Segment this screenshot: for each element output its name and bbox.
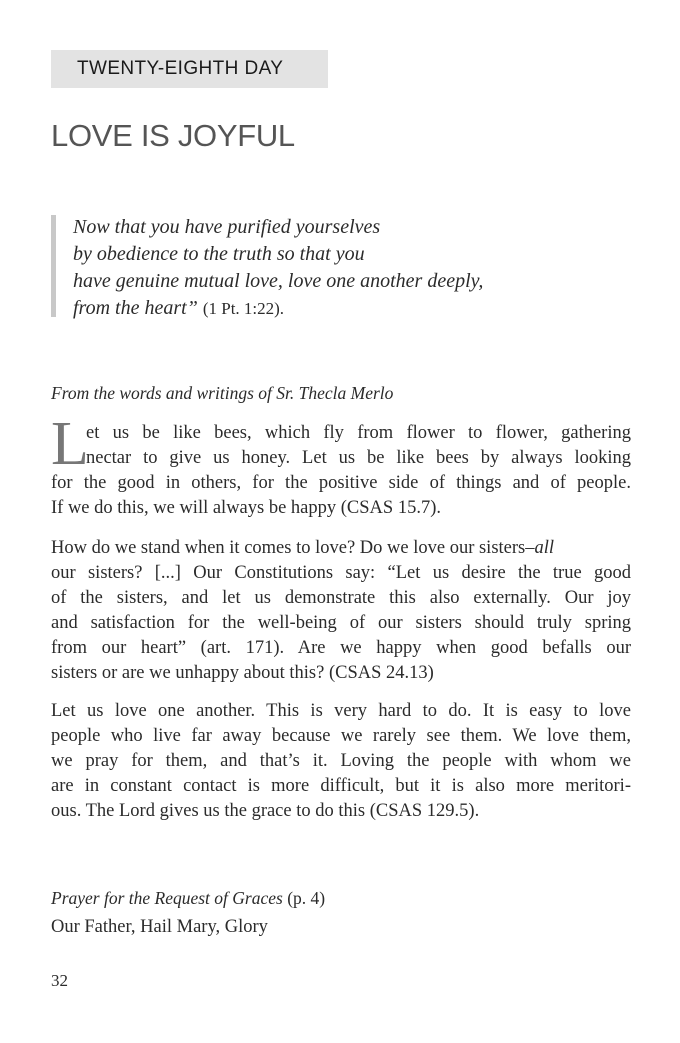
paragraph-line: people who live far away because we rarely see them. We love them, bbox=[51, 726, 631, 746]
paragraph-line: from our heart” (art. 171). Are we happy when good befalls our bbox=[51, 638, 631, 658]
page-number: 32 bbox=[51, 971, 68, 990]
scripture-quote bbox=[73, 214, 483, 322]
paragraph-line: ous. The Lord gives us the grace to do this (CSAS 129.5). bbox=[51, 801, 480, 821]
paragraph-line: If we do this, we will always be happy (CSAS 15.7). bbox=[51, 498, 441, 518]
paragraph-line: et us be like bees, which fly from flower to flower, gathering bbox=[86, 423, 631, 443]
emphasis-text: all bbox=[534, 538, 555, 558]
paragraph-1 bbox=[51, 410, 631, 521]
paragraph-line-text: How do we stand when it comes to love? Do we love our sisters– bbox=[51, 538, 535, 558]
quote-line-last bbox=[73, 295, 483, 322]
paragraph-line: our sisters? [...] Our Constitutions say: “Let us desire the true good bbox=[51, 563, 631, 583]
paragraph-3 bbox=[51, 699, 631, 824]
quote-line: Now that you have purified yourselves bbox=[73, 216, 381, 238]
quote-line-text: from the heart” bbox=[73, 297, 198, 319]
paragraph-line: of the sisters, and let us demonstrate this also externally. Our joy bbox=[51, 588, 631, 608]
paragraph-line: for the good in others, for the positive side of things and of people. bbox=[51, 473, 631, 493]
paragraph-line: we pray for them, and that’s it. Loving the people with whom we bbox=[51, 751, 631, 771]
paragraph-line bbox=[51, 536, 631, 561]
prayer-title: Prayer for the Request of Graces bbox=[51, 888, 283, 908]
paragraph-line: sisters or are we unhappy about this? (CSAS 24.13) bbox=[51, 663, 434, 683]
paragraph-2 bbox=[51, 536, 631, 686]
paragraph-line: and satisfaction for the well-being of our sisters should truly spring bbox=[51, 613, 631, 633]
day-label: TWENTY-EIGHTH DAY bbox=[77, 58, 284, 79]
drop-cap: L bbox=[51, 410, 89, 478]
prayer-page-ref: (p. 4) bbox=[287, 888, 326, 908]
quote-line: by obedience to the truth so that you bbox=[73, 243, 365, 265]
paragraph-line: Let us love one another. This is very hard to do. It is easy to love bbox=[51, 701, 631, 721]
attribution: From the words and writings of Sr. Thecla Merlo bbox=[51, 383, 394, 403]
paragraph-line: nectar to give us honey. Let us be like bees by always looking bbox=[86, 448, 631, 468]
page-title: LOVE IS JOYFUL bbox=[51, 118, 295, 153]
quote-bar bbox=[51, 215, 56, 317]
prayer-heading bbox=[51, 888, 325, 909]
quote-reference: (1 Pt. 1:22). bbox=[202, 299, 285, 318]
quote-line: have genuine mutual love, love one another deeply, bbox=[73, 270, 484, 292]
paragraph-line: are in constant contact is more difficult, but it is also more meritori- bbox=[51, 776, 631, 796]
prayer-list: Our Father, Hail Mary, Glory bbox=[51, 917, 268, 937]
